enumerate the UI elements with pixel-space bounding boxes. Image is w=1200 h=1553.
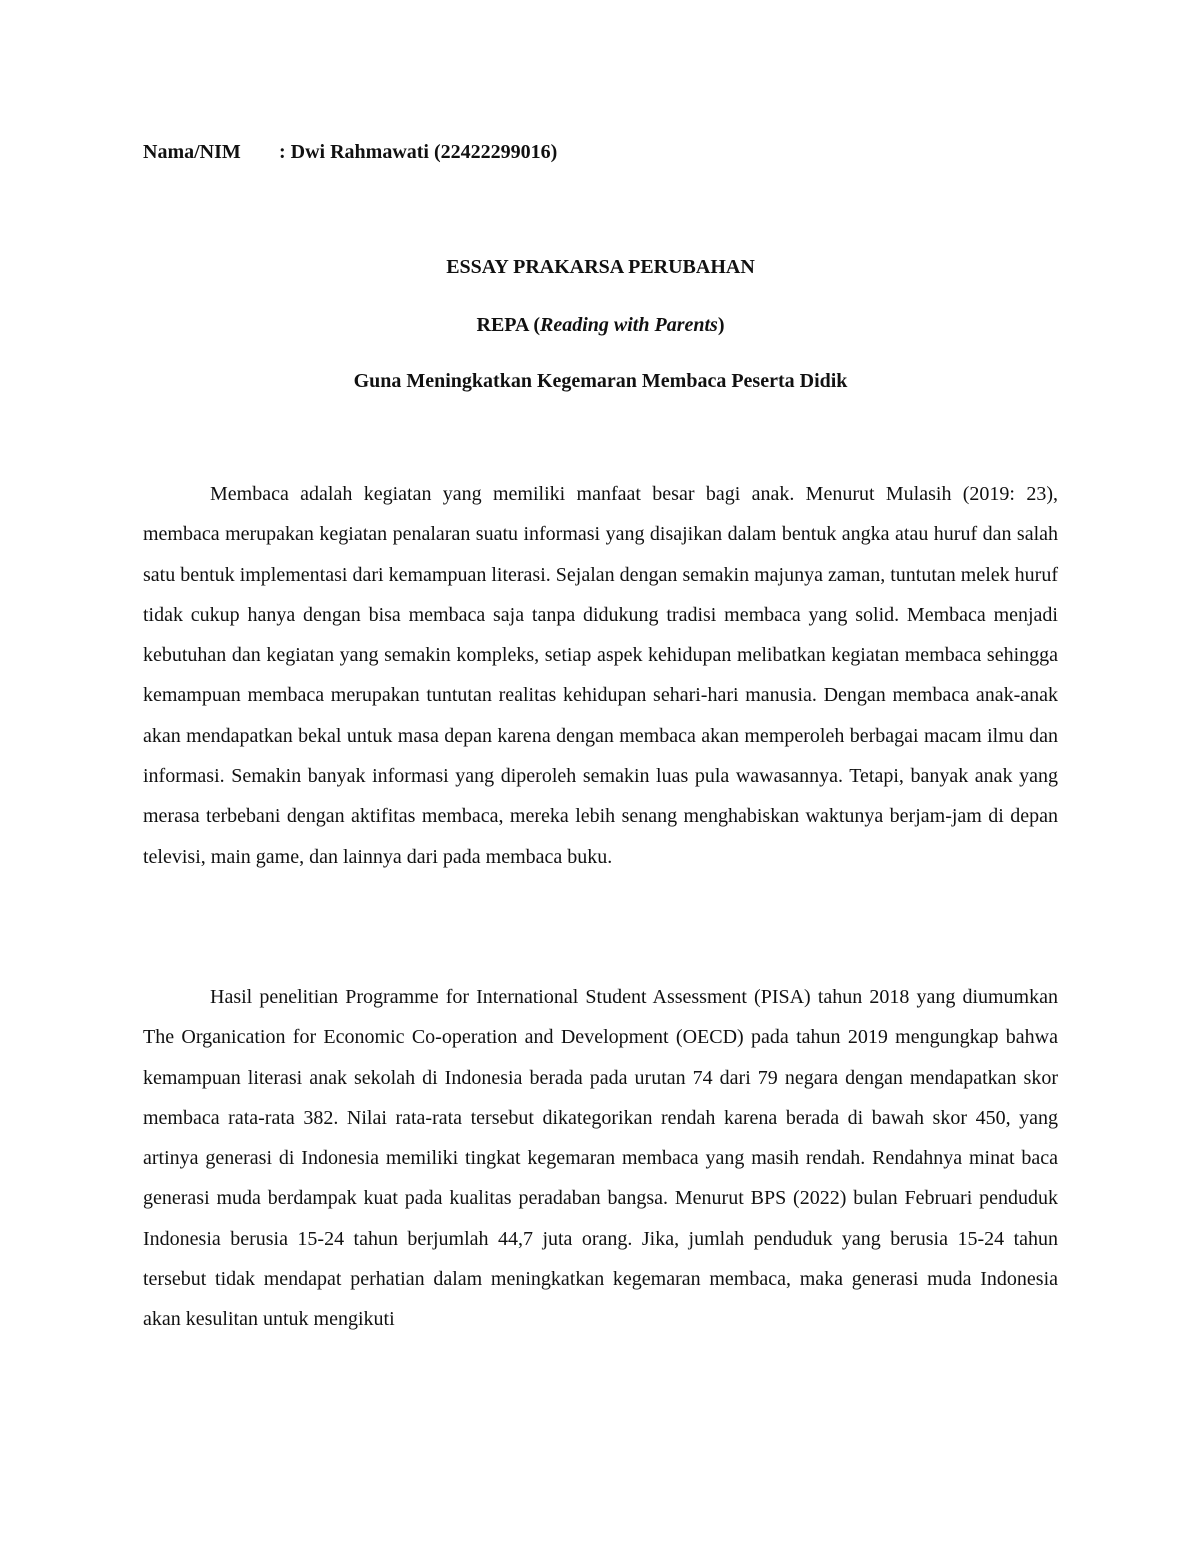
subtitle-suffix: )	[717, 314, 725, 336]
essay-subtitle-repa	[143, 314, 1058, 337]
subtitle-prefix: REPA (	[476, 314, 541, 336]
essay-title: ESSAY PRAKARSA PERUBAHAN	[446, 256, 755, 278]
name-nim-label: Nama/NIM	[143, 141, 241, 163]
student-info-line	[143, 141, 557, 164]
essay-subtitle-purpose: Guna Meningkatkan Kegemaran Membaca Peserta Didik	[353, 370, 848, 392]
body-paragraph-2: Hasil penelitian Programme for International Student Assessment (PISA) tahun 2018 yang diumumkan The Organication for Economic Co-operation and Development (OECD) pada tahun 2019 mengungkap bahwa kemampuan literasi anak sekolah di Indonesia berada pada urutan 74 dari 79 negara dengan mendapatkan skor membaca rata-rata 382. Nilai rata-rata tersebut dikategorikan rendah karena berada di bawah skor 450, yang artinya generasi di Indonesia memiliki tingkat kegemaran membaca yang masih rendah. Rendahnya minat baca generasi muda berdampak kuat pada kualitas peradaban bangsa. Menurut BPS (2022) bulan Februari penduduk Indonesia berusia 15-24 tahun berjumlah 44,7 juta orang. Jika, jumlah penduduk yang berusia 15-24 tahun tersebut tidak mendapat perhatian dalam meningkatkan kegemaran membaca, maka generasi muda Indonesia akan kesulitan untuk mengikuti	[143, 986, 1058, 1331]
body-paragraph-1: Membaca adalah kegiatan yang memiliki manfaat besar bagi anak. Menurut Mulasih (2019: 23), membaca merupakan kegiatan penalaran suatu informasi yang disajikan dalam bentuk angka atau huruf dan salah satu bentuk implementasi dari kemampuan literasi. Sejalan dengan semakin majunya zaman, tuntutan melek huruf tidak cukup hanya dengan bisa membaca saja tanpa didukung tradisi membaca yang solid. Membaca menjadi kebutuhan dan kegiatan yang semakin kompleks, setiap aspek kehidupan melibatkan kegiatan membaca sehingga kemampuan membaca merupakan tuntutan realitas kehidupan sehari-hari manusia. Dengan membaca anak-anak akan mendapatkan bekal untuk masa depan karena dengan membaca akan memperoleh berbagai macam ilmu dan informasi. Semakin banyak informasi yang diperoleh semakin luas pula wawasannya. Tetapi, banyak anak yang merasa terbebani dengan aktifitas membaca, mereka lebih senang menghabiskan waktunya berjam-jam di depan televisi, main game, dan lainnya dari pada membaca buku.	[143, 483, 1058, 868]
name-nim-value: : Dwi Rahmawati (22422299016)	[279, 141, 558, 163]
subtitle-italic: Reading with Parents	[540, 314, 718, 336]
